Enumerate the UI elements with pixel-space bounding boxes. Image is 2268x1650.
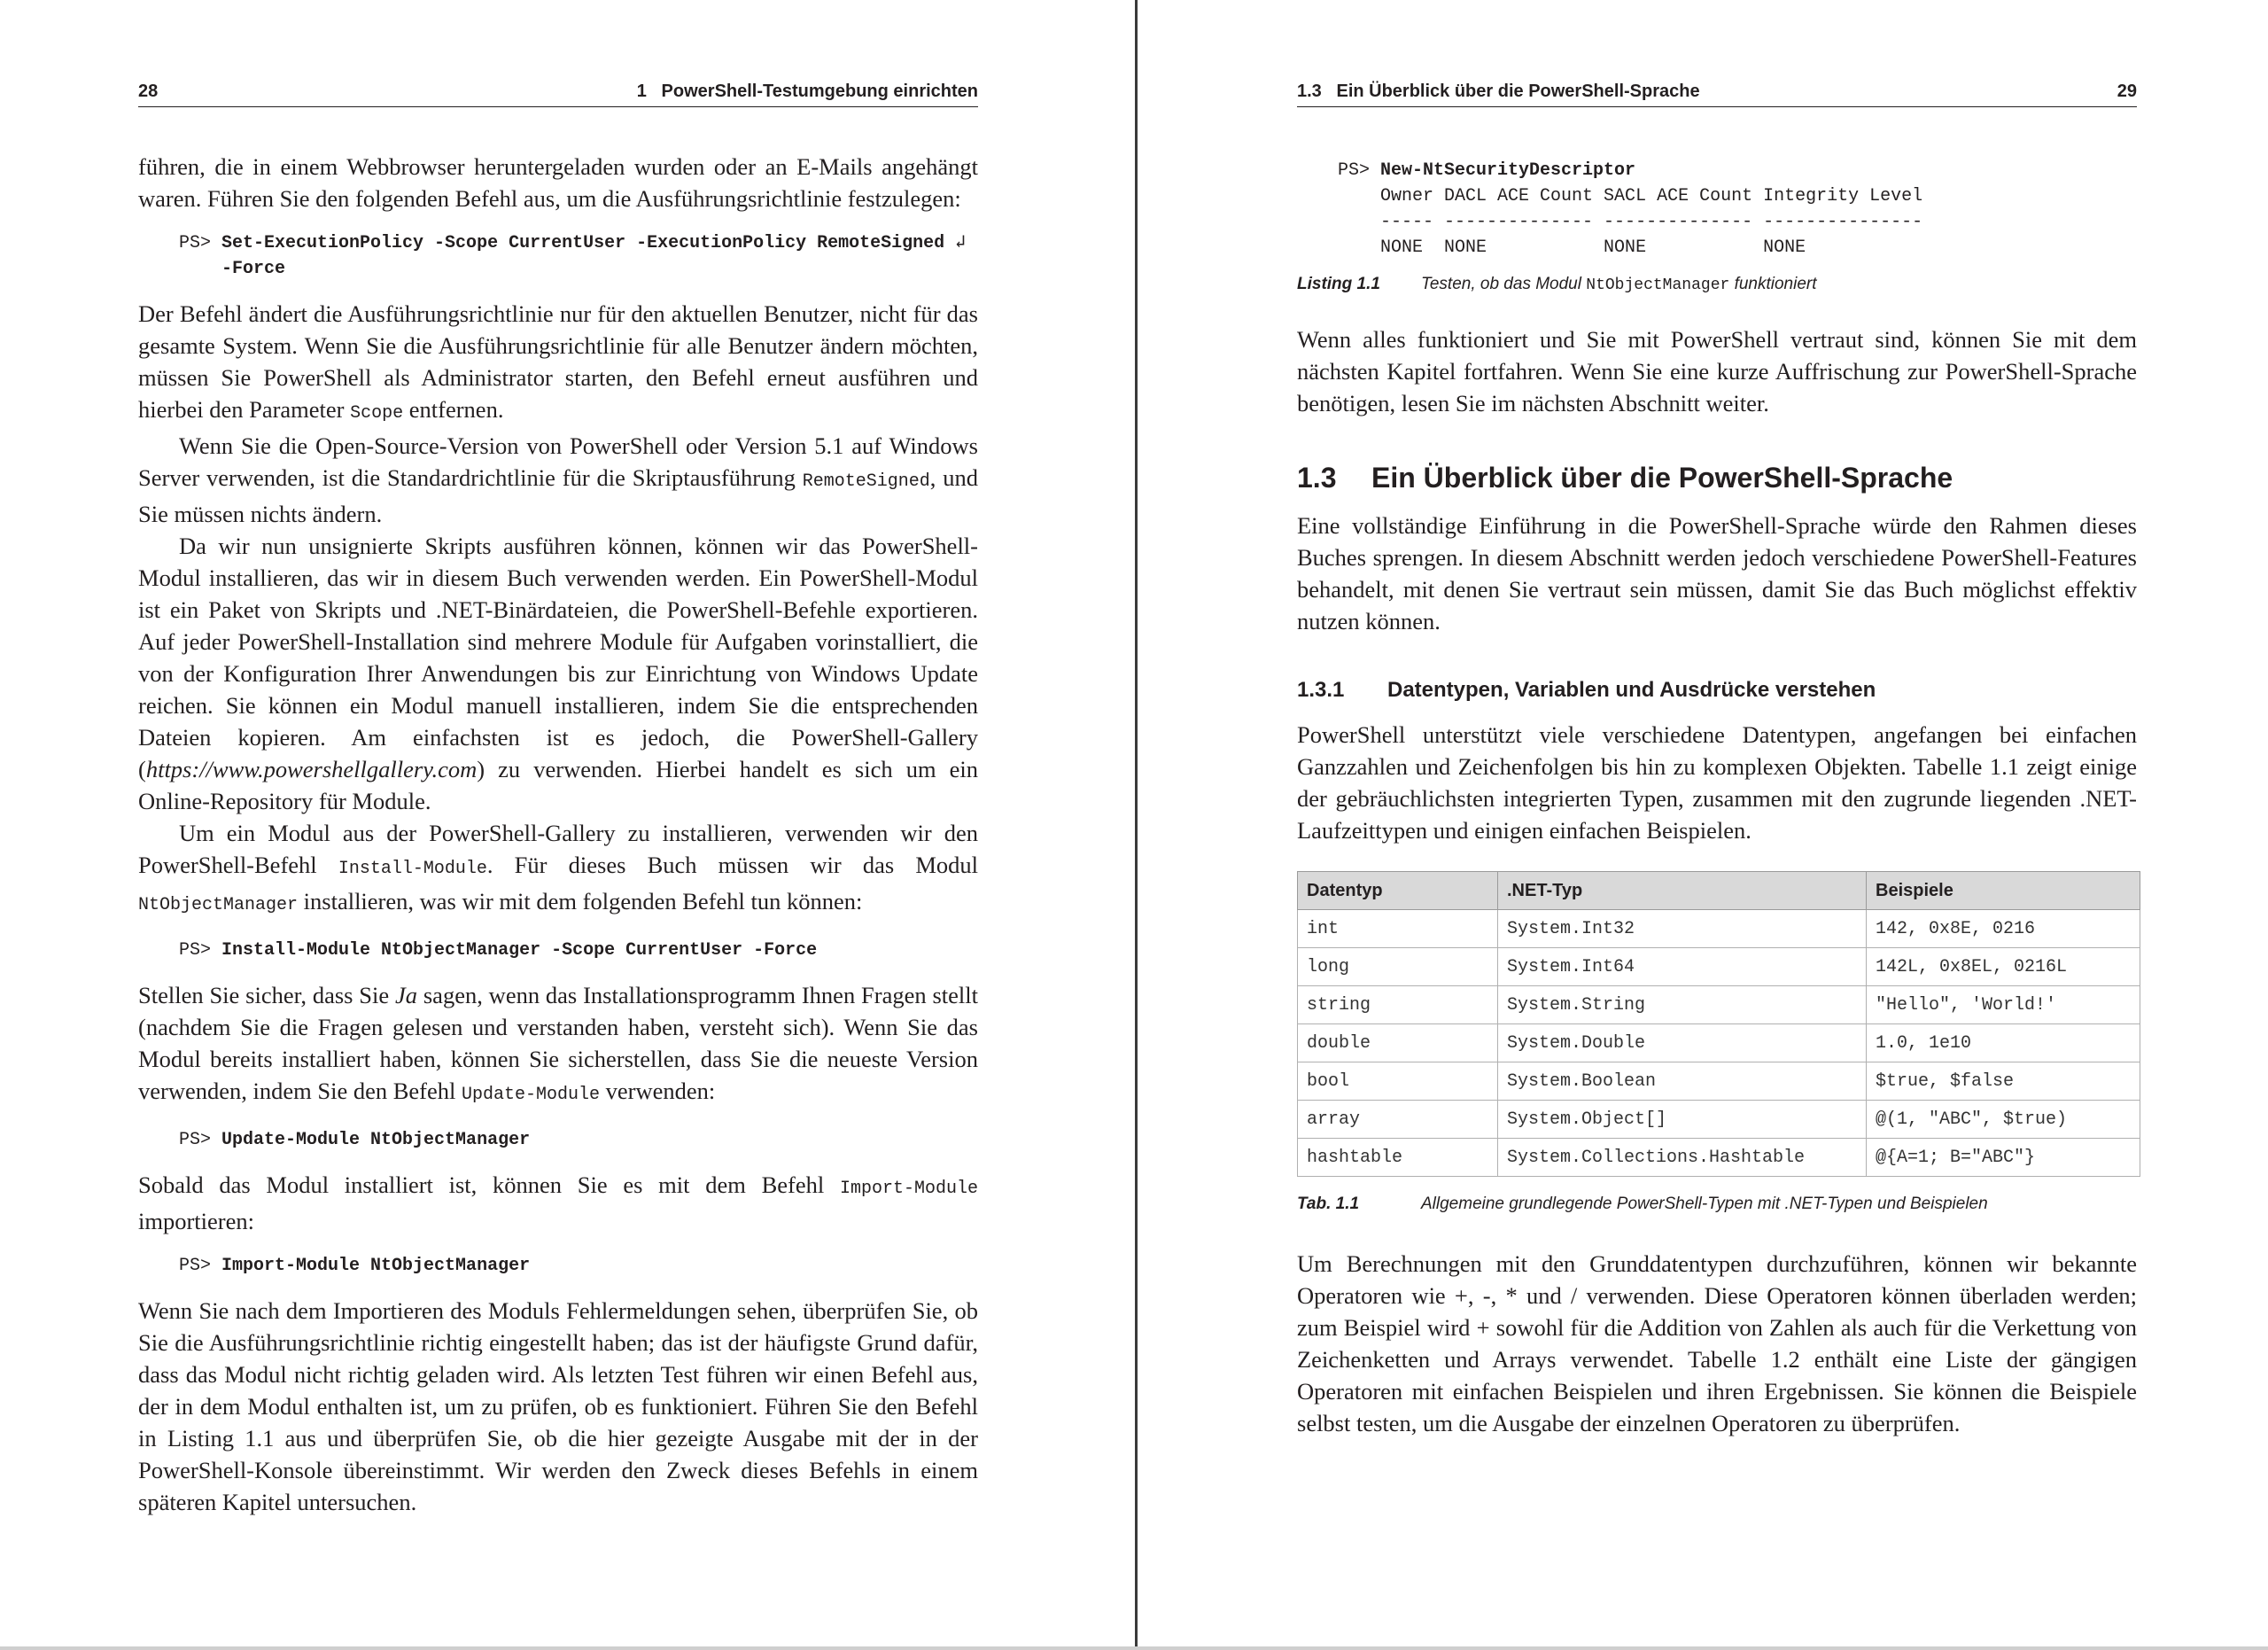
section-heading <box>1297 460 2137 495</box>
right-paragraph-3: PowerShell unterstützt viele verschiedene Datentypen, angefangen bei einfachen Ganzzahlen und Zeichenfolgen bis hin zu komplexen Objekten. Tabelle 1.1 zeigt einige der gebräuchlichsten integrierten Typen, zusammen mit den zugrunde liegenden .NET-Laufzeittypen und einigen einfachen Beispielen. <box>1297 721 2137 844</box>
right-page <box>1138 0 2268 1650</box>
left-page-number: 28 <box>138 82 159 101</box>
left-paragraph-7: Sobald das Modul installiert ist, können Sie es mit dem Befehl Import-Module importieren: <box>138 1171 978 1234</box>
types-table <box>1297 871 2140 1177</box>
table-cell: "Hello", 'World!' <box>1867 986 2140 1024</box>
table-header-row <box>1298 872 2140 910</box>
section-number: 1.3 <box>1297 462 1337 494</box>
table-caption <box>1297 1193 2137 1216</box>
subsection-number: 1.3.1 <box>1297 678 1345 702</box>
table-cell: System.Collections.Hashtable <box>1498 1139 1867 1177</box>
table-row <box>1298 948 2140 986</box>
table-caption-label: Tab. 1.1 <box>1297 1195 1360 1213</box>
table-cell: System.Object[] <box>1498 1101 1867 1139</box>
right-paragraph-1: Wenn alles funktioniert und Sie mit PowerShell vertraut sind, können Sie mit dem nächsten Kapitel fortfahren. Wenn Sie eine kurze Auffrischung zur PowerShell-Sprache benötigen, lesen Sie im nächsten Abschnitt weiter. <box>1297 326 2137 416</box>
table-caption-text: Allgemeine grundlegende PowerShell-Typen mit .NET-Typen und Beispielen <box>1421 1195 1988 1213</box>
line-continuation-icon: ↲ <box>955 233 967 253</box>
right-running-head <box>1297 80 2137 107</box>
code-command: Set-ExecutionPolicy -Scope CurrentUser -ExecutionPolicy RemoteSigned <box>221 233 945 253</box>
code-import-module: PS> Import-Module NtObjectManager <box>179 1256 531 1276</box>
code-set-executionpolicy <box>138 230 978 282</box>
table-cell: System.Int32 <box>1498 910 1867 948</box>
table-header-cell: .NET-Typ <box>1498 872 1867 910</box>
table-row <box>1298 1101 2140 1139</box>
table-cell: array <box>1298 1101 1498 1139</box>
table-cell: string <box>1298 986 1498 1024</box>
left-paragraph-5: Um ein Modul aus der PowerShell-Gallery zu installieren, verwenden wir den PowerShell-Befehl Install-Module. Für dieses Buch müssen wir das Modul NtObjectManager installieren, was wir mit dem folgenden Befehl tun können: <box>138 820 978 915</box>
left-running-title: 1 PowerShell-Testumgebung einrichten <box>636 82 978 101</box>
table-cell: System.String <box>1498 986 1867 1024</box>
table-cell: 142, 0x8E, 0216 <box>1867 910 2140 948</box>
table-cell: System.Int64 <box>1498 948 1867 986</box>
table-cell: bool <box>1298 1062 1498 1101</box>
table-cell: @{A=1; B="ABC"} <box>1867 1139 2140 1177</box>
code-command-continued: -Force <box>221 259 286 279</box>
right-running-title: 1.3 Ein Überblick über die PowerShell-Sprache <box>1297 82 1700 101</box>
subsection-title: Datentypen, Variablen und Ausdrücke verstehen <box>1387 678 1876 702</box>
subsection-heading <box>1297 676 2137 704</box>
left-paragraph-1: führen, die in einem Webbrowser heruntergeladen wurden oder an E-Mails angehängt waren. Führen Sie den folgenden Befehl aus, um die Ausführungsrichtlinie festzulegen: <box>138 153 978 212</box>
left-paragraph-4: Da wir nun unsignierte Skripts ausführen können, können wir das PowerShell-Modul installieren, das wir in diesem Buch verwenden werden. Ein PowerShell-Modul ist ein Paket von Skripts und .NET-Binärdateien, die PowerShell-Befehle exportieren. Auf jeder PowerShell-Installation sind mehrere Module für Aufgaben vorinstalliert, die von der Konfiguration Ihrer Anwendungen bis zur Einrichtung von Windows Update reichen. Sie können ein Modul manuell installieren, indem Sie die entsprechenden Dateien kopieren. Am einfachsten ist es jedoch, die PowerShell-Gallery (https://www.powershellgallery.com) zu verwenden. Hierbei handelt es sich um ein Online-Repository für Module. <box>138 533 978 814</box>
right-paragraph-2: Eine vollständige Einführung in die PowerShell-Sprache würde den Rahmen dieses Buches sprengen. In diesem Abschnitt werden jedoch verschiedene PowerShell-Features behandelt, mit denen Sie vertraut sein müssen, damit Sie das Buch möglichst effektiv nutzen können. <box>1297 512 2137 634</box>
table-row <box>1298 1024 2140 1062</box>
listing-1-1-code: PS> New-NtSecurityDescriptor Owner DACL ACE Count SACL ACE Count Integrity Level ----- -------------- -------------- --------------- NONE NONE NONE NONE <box>1338 160 1923 258</box>
table-header-cell: Datentyp <box>1298 872 1498 910</box>
table-header-cell: Beispiele <box>1867 872 2140 910</box>
listing-caption <box>1297 273 2137 297</box>
table-cell: long <box>1298 948 1498 986</box>
left-paragraph-8: Wenn Sie nach dem Importieren des Moduls Fehlermeldungen sehen, überprüfen Sie, ob Sie die Ausführungsrichtlinie richtig eingestellt haben; das ist der häufigste Grund dafür, dass das Modul nicht richtig geladen wird. Als letzten Test führen wir einen Befehl aus, der in dem Modul enthalten ist, um zu prüfen, ob es funktioniert. Führen Sie den Befehl in Listing 1.1 aus und überprüfen Sie, ob die hier gezeigte Ausgabe mit der in der PowerShell-Konsole übereinstimmt. Wir werden den Zweck dieses Befehls in einem späteren Kapitel untersuchen. <box>138 1297 978 1515</box>
table-row <box>1298 910 2140 948</box>
left-content <box>138 151 978 1518</box>
table-cell: $true, $false <box>1867 1062 2140 1101</box>
code-update-module: PS> Update-Module NtObjectManager <box>179 1130 531 1150</box>
table-row <box>1298 986 2140 1024</box>
gallery-url-link[interactable]: https://www.powershellgallery.com <box>145 756 478 782</box>
table-cell: int <box>1298 910 1498 948</box>
table-row <box>1298 1062 2140 1101</box>
table-cell: System.Boolean <box>1498 1062 1867 1101</box>
code-install-module: PS> Install-Module NtObjectManager -Scope CurrentUser -Force <box>179 940 818 961</box>
right-page-number: 29 <box>2117 82 2137 101</box>
table-row <box>1298 1139 2140 1177</box>
right-paragraph-4: Um Berechnungen mit den Grunddatentypen durchzuführen, können wir bekannte Operatoren wie +, -, * und / verwenden. Diese Operatoren können überladen werden; zum Beispiel wird + sowohl für die Addition von Zahlen als auch für die Verkettung von Zeichenketten und Arrays verwendet. Tabelle 1.2 enthält eine Liste der gängigen Operatoren mit einfachen Beispielen und ihren Ergebnissen. Sie können die Beispiele selbst testen, um die Ausgabe der einzelnen Operatoren zu überprüfen. <box>1297 1250 2137 1436</box>
listing-caption-text: Testen, ob das Modul NtObjectManager funktioniert <box>1421 275 1817 294</box>
right-content <box>1297 151 2137 1439</box>
left-paragraph-6: Stellen Sie sicher, dass Sie Ja sagen, wenn das Installationsprogramm Ihnen Fragen stellt (nachdem Sie die Fragen gelesen und verstanden haben, versteht sich). Wenn Sie das Modul bereits installiert haben, können Sie sicherstellen, dass Sie die neueste Version verwenden, indem Sie den Befehl Update-Module verwenden: <box>138 982 978 1105</box>
spread-bottom-edge <box>0 1646 2268 1650</box>
table-cell: 1.0, 1e10 <box>1867 1024 2140 1062</box>
left-paragraph-2: Der Befehl ändert die Ausführungsrichtlinie nur für den aktuellen Benutzer, nicht für das gesamte System. Wenn Sie die Ausführungsrichtlinie für alle Benutzer ändern möchten, müssen Sie PowerShell als Administrator starten, den Befehl erneut ausführen und hierbei den Parameter Scope entfernen. <box>138 300 978 424</box>
table-cell: hashtable <box>1298 1139 1498 1177</box>
table-cell: 142L, 0x8EL, 0216L <box>1867 948 2140 986</box>
code-prompt: PS> <box>179 233 222 253</box>
left-running-head <box>138 80 978 107</box>
table-cell: double <box>1298 1024 1498 1062</box>
left-paragraph-3: Wenn Sie die Open-Source-Version von PowerShell oder Version 5.1 auf Windows Server verwenden, ist die Standardrichtlinie für die Skriptausführung RemoteSigned, und Sie müssen nichts ändern. <box>138 432 979 527</box>
listing-caption-label: Listing 1.1 <box>1297 275 1380 293</box>
table-cell: @(1, "ABC", $true) <box>1867 1101 2140 1139</box>
section-title: Ein Überblick über die PowerShell-Sprache <box>1371 462 1953 494</box>
table-cell: System.Double <box>1498 1024 1867 1062</box>
